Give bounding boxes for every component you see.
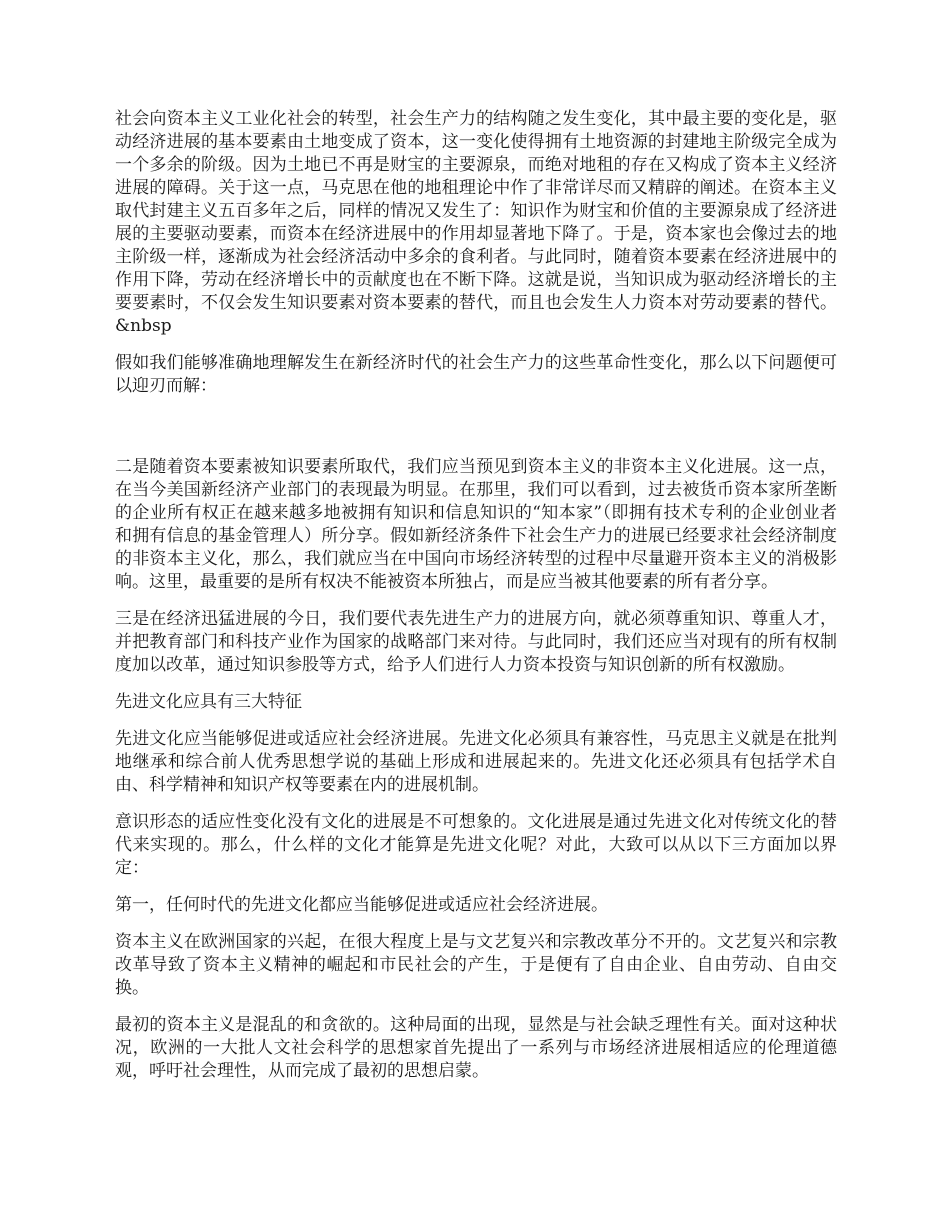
document-body [115, 108, 837, 1097]
paragraph-point-two: 二是随着资本要素被知识要素所取代，我们应当预见到资本主义的非资本主义化进展。这一点，在当今美国新经济产业部门的表现最为明显。在那里，我们可以看到，过去被货币资本家所垄断的企业所有权正在越来越多地被拥有知识和信息知识的“知本家”（即拥有技术专利的企业创业者和拥有信息的基金管理人）所分享。假如新经济条件下社会生产力的进展已经要求社会经济制度的非资本主义化，那么，我们就应当在中国向市场经济转型的过程中尽量避开资本主义的消极影响。这里，最重要的是所有权决不能被资本所独占，而是应当被其他要素的所有者分享。 [115, 457, 837, 592]
paragraph-ideology: 意识形态的适应性变化没有文化的进展是不可想象的。文化进展是通过先进文化对传统文化的替代来实现的。那么，什么样的文化才能算是先进文化呢？对此，大致可以从以下三方面加以界定： [115, 812, 837, 878]
paragraph-advanced-culture: 先进文化应当能够促进或适应社会经济进展。先进文化必须具有兼容性，马克思主义就是在批判地继承和综合前人优秀思想学说的基础上形成和进展起来的。先进文化还必须具有包括学术自由、科学精神和知识产权等要素在内的进展机制。 [115, 729, 837, 795]
paragraph-first-criterion: 第一，任何时代的先进文化都应当能够促进或适应社会经济进展。 [115, 895, 608, 915]
blank-gap [115, 412, 837, 456]
paragraph-productivity-changes: 假如我们能够准确地理解发生在新经济时代的社会生产力的这些革命性变化，那么以下问题便可以迎刃而解： [115, 353, 837, 396]
paragraph-renaissance: 资本主义在欧洲国家的兴起，在很大程度上是与文艺复兴和宗教改革分不开的。文艺复兴和宗教改革导致了资本主义精神的崛起和市民社会的产生，于是便有了自由企业、自由劳动、自由交换。 [115, 932, 837, 998]
paragraph-capital-transition: 社会向资本主义工业化社会的转型，社会生产力的结构随之发生变化，其中最主要的变化是，驱动经济进展的基本要素由土地变成了资本，这一变化使得拥有土地资源的封建地主阶级完全成为一个多余的阶级。因为土地已不再是财宝的主要源泉，而绝对地租的存在又构成了资本主义经济进展的障碍。关于这一点，马克思在他的地租理论中作了非常详尽而又精辟的阐述。在资本主义取代封建主义五百多年之后，同样的情况又发生了：知识作为财宝和价值的主要源泉成了经济进展的主要驱动要素，而资本在经济进展中的作用却显著地下降了。于是，资本家也会像过去的地主阶级一样，逐渐成为社会经济活动中多余的食利者。与此同时，随着资本要素在经济进展中的作用下降，劳动在经济增长中的贡献度也在不断下降。这就是说，当知识成为驱动经济增长的主要要素时，不仅会发生知识要素对资本要素的替代，而且也会发生人力资本对劳动要素的替代。 &nbsp [115, 109, 837, 336]
section-heading: 先进文化应具有三大特征 [115, 692, 302, 712]
paragraph-point-three: 三是在经济迅猛进展的今日，我们要代表先进生产力的进展方向，就必须尊重知识、尊重人才，并把教育部门和科技产业作为国家的战略部门来对待。与此同时，我们还应当对现有的所有权制度加以改革，通过知识参股等方式，给予人们进行人力资本投资与知识创新的所有权激励。 [115, 609, 837, 675]
paragraph-early-capitalism: 最初的资本主义是混乱的和贪欲的。这种局面的出现，显然是与社会缺乏理性有关。面对这种状况，欧洲的一大批人文社会科学的思想家首先提出了一系列与市场经济进展相适应的伦理道德观，呼吁社会理性，从而完成了最初的思想启蒙。 [115, 1015, 837, 1081]
